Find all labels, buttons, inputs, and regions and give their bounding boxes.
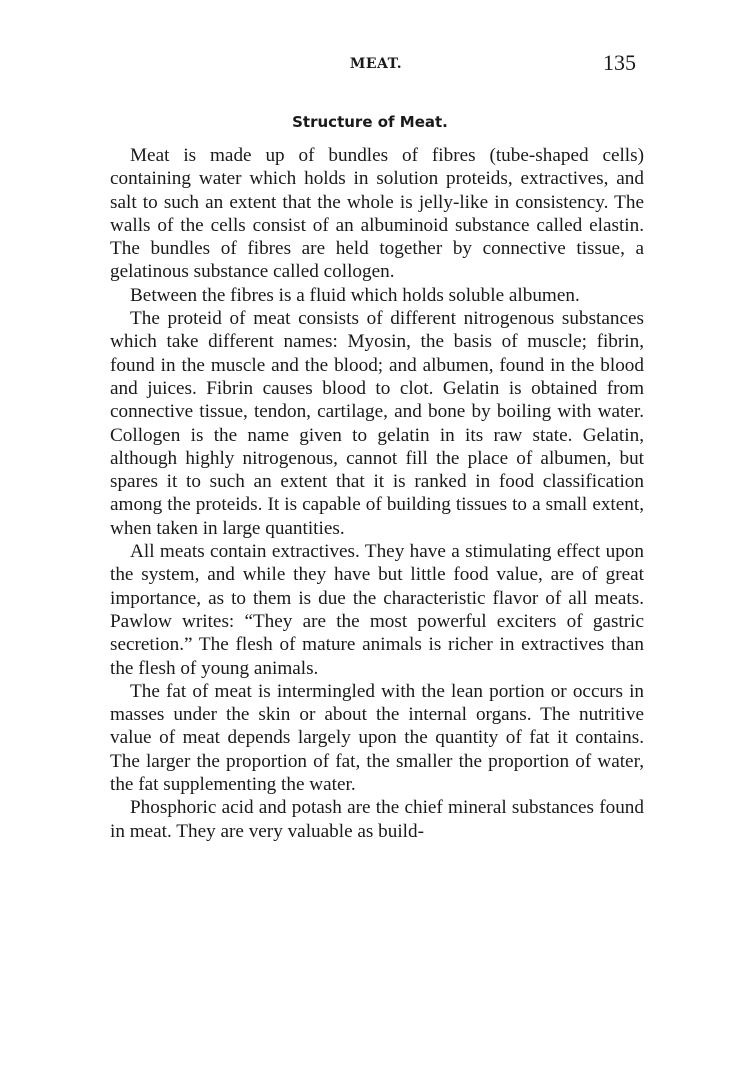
paragraph: The fat of meat is intermingled with the lean portion or occurs in masses under the skin or about the internal organs. The nutritive value of meat depends largely upon the quantity of fat it contains. The larger the proportion of fat, the smaller the proportion of water, the fat supplementing the water. xyxy=(110,680,644,796)
body-text xyxy=(110,144,644,843)
page-header xyxy=(110,50,642,76)
paragraph: Phosphoric acid and potash are the chief mineral substances found in meat. They are very valuable as build- xyxy=(110,797,644,842)
paragraph: Between the fibres is a fluid which holds soluble albumen. xyxy=(130,284,580,306)
paragraph: All meats contain extractives. They have a stimulating effect upon the system, and while they have but little food value, are of great importance, as to them is due the characteristic flavor of all meats. Pawlow writes: “They are the most powerful exciters of gastric secretion.” The flesh of mature animals is richer in extractives than the flesh of young animals. xyxy=(110,541,644,679)
paragraph: Meat is made up of bundles of fibres (tube-shaped cells) containing water which holds in solution proteids, extractives, and salt to such an extent that the whole is jelly-like in consistency. The walls of the cells consist of an albuminoid substance called elastin. The bundles of fibres are held together by connective tissue, a gelatinous substance called collogen. xyxy=(110,145,644,283)
page-number: 135 xyxy=(603,50,636,75)
running-head: MEAT. xyxy=(349,56,403,72)
paragraph: The proteid of meat consists of different nitrogenous substances which take different names: Myosin, the basis of muscle; fibrin, found in the muscle and the blood; and albumen, found in the blood and juices. Fibrin causes blood to clot. Gelatin is obtained from connective tissue, tendon, cartilage, and bone by boiling with water. Collogen is the name given to gelatin in its raw state. Gelatin, although highly nitrogenous, cannot fill the place of albumen, but spares it to such an extent that it is ranked in food classification among the proteids. It is capable of building tissues to a small extent, when taken in large quantities. xyxy=(110,308,644,539)
section-heading: Structure of Meat. xyxy=(292,113,448,131)
